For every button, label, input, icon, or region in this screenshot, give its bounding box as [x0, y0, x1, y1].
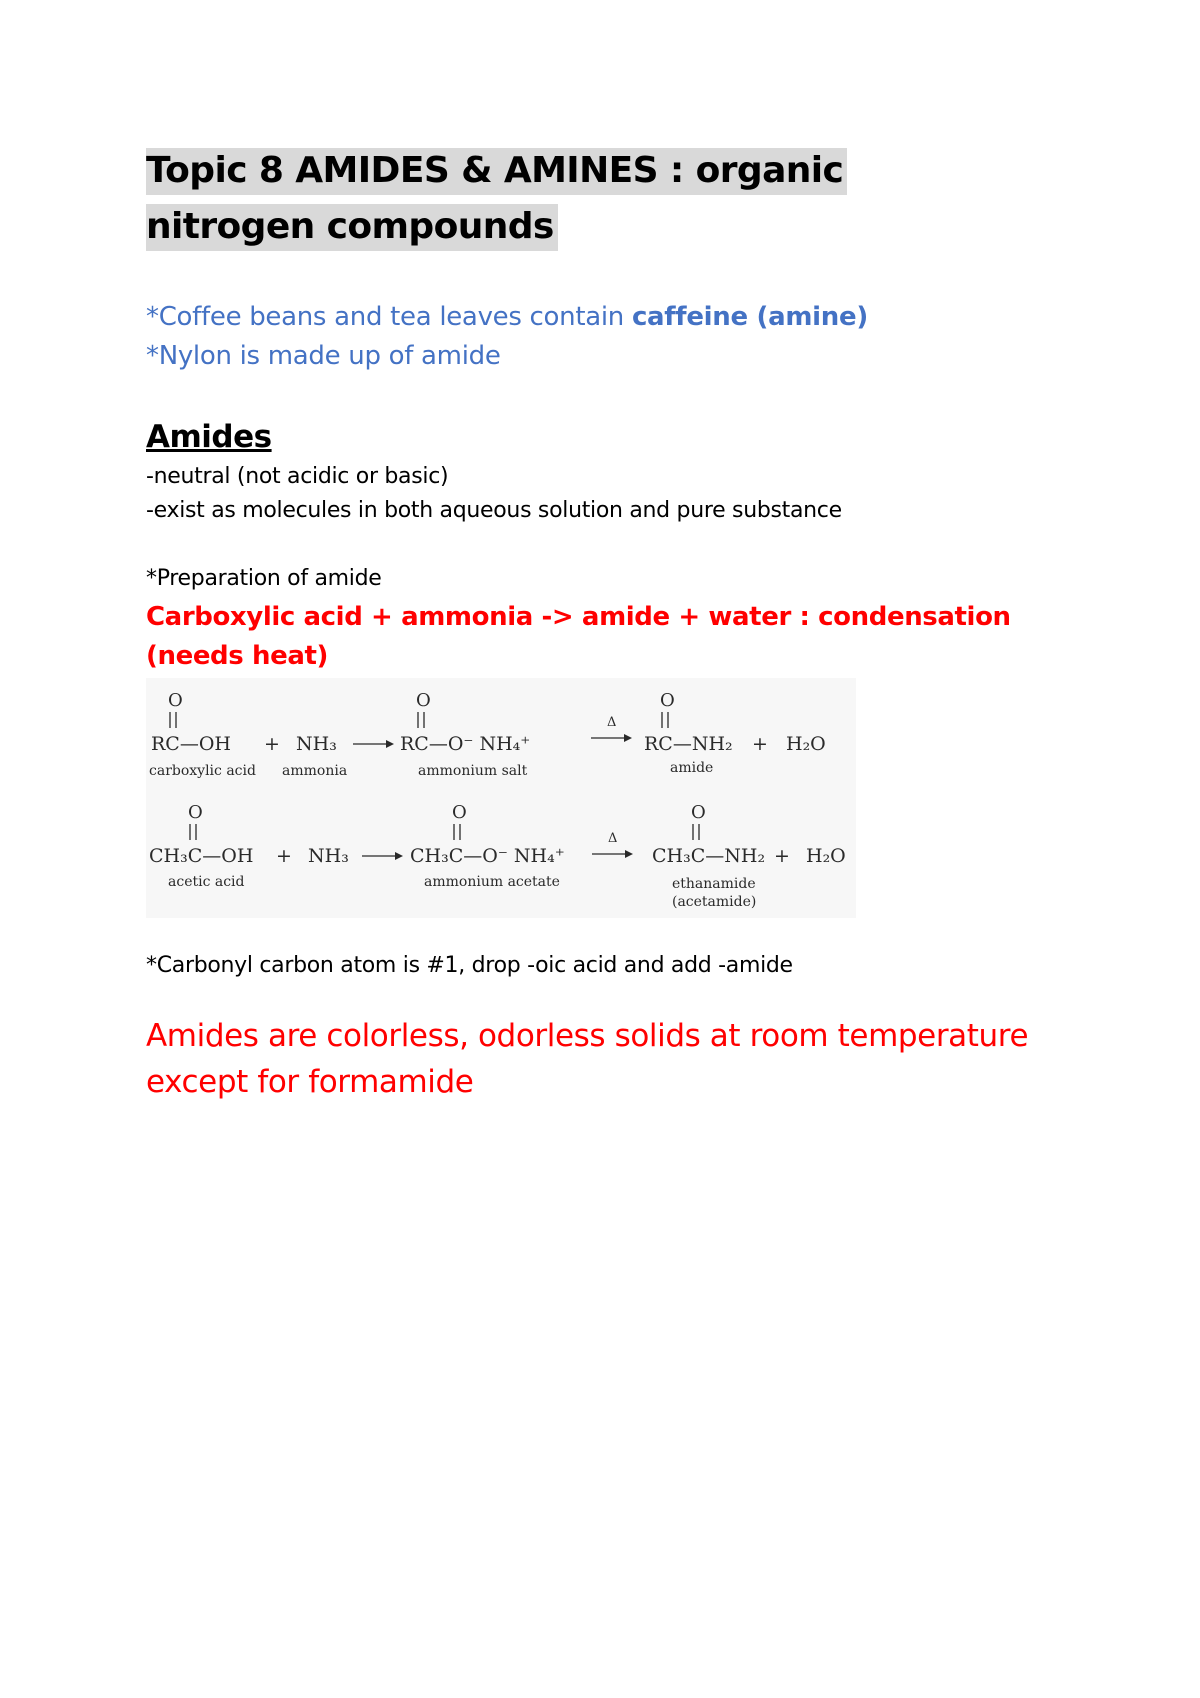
label-ammonium-acetate: ammonium acetate — [424, 874, 560, 890]
reaction-arrow-head — [624, 734, 632, 742]
reaction-summary: Carboxylic acid + ammonia -> amide + water : condensation (needs heat) — [146, 602, 1011, 671]
caffeine-note — [146, 302, 868, 332]
product-water: H₂O — [786, 733, 826, 755]
reaction-scheme-image — [146, 678, 856, 918]
amide-property: Amides are colorless, odorless solids at room temperature except for formamide — [146, 1018, 1029, 1100]
heat-symbol: Δ — [607, 715, 617, 730]
carbonyl-o-5: O — [452, 802, 467, 823]
scheme-row-2 — [149, 802, 846, 910]
reaction-arrow-head — [625, 850, 633, 858]
plus-sign: + — [264, 733, 280, 755]
product-water-2: H₂O — [806, 845, 846, 867]
reactant-ammonia-2: NH₃ — [308, 845, 349, 867]
reaction-arrow-head — [395, 852, 403, 860]
preparation-label: *Preparation of amide — [146, 566, 382, 591]
ammonium-acetate: CH₃C—O⁻ NH₄⁺ — [410, 845, 565, 867]
label-ammonia: ammonia — [282, 763, 348, 779]
amides-point-neutral: -neutral (not acidic or basic) — [146, 464, 449, 489]
label-ammonium-salt: ammonium salt — [418, 763, 528, 779]
label-acetamide: (acetamide) — [672, 894, 757, 910]
reactant-acetic-acid: CH₃C—OH — [149, 845, 254, 867]
carbonyl-o-4: O — [188, 802, 203, 823]
product-ethanamide: CH₃C—NH₂ — [652, 845, 766, 867]
label-carboxylic-acid: carboxylic acid — [149, 763, 256, 779]
carbonyl-o-6: O — [691, 802, 706, 823]
reactant-ammonia: NH₃ — [296, 733, 337, 755]
product-amide: RC—NH₂ — [644, 733, 733, 755]
label-amide: amide — [670, 760, 714, 776]
reactant-acid: RC—OH — [151, 733, 231, 755]
scheme-row-1 — [149, 690, 826, 779]
amides-heading: Amides — [146, 419, 272, 455]
carbonyl-o-2: O — [416, 690, 431, 711]
label-ethanamide: ethanamide — [672, 876, 756, 892]
plus-sign: + — [752, 733, 768, 755]
nylon-note: *Nylon is made up of amide — [146, 341, 501, 371]
carbonyl-o-3: O — [660, 690, 675, 711]
plus-sign: + — [774, 845, 790, 867]
heat-symbol: Δ — [608, 831, 618, 846]
reaction-scheme-svg — [146, 678, 856, 918]
carbonyl-o-1: O — [168, 690, 183, 711]
label-acetic-acid: acetic acid — [168, 874, 245, 890]
amides-point-molecules: -exist as molecules in both aqueous solution and pure substance — [146, 498, 842, 523]
reaction-arrow-head — [386, 740, 394, 748]
page-title: Topic 8 AMIDES & AMINES : organic nitrogen compounds — [146, 143, 986, 255]
caffeine-highlight: caffeine (amine) — [631, 302, 868, 332]
naming-rule: *Carbonyl carbon atom is #1, drop -oic acid and add -amide — [146, 953, 793, 978]
plus-sign: + — [276, 845, 292, 867]
ammonium-salt: RC—O⁻ NH₄⁺ — [400, 733, 531, 755]
caffeine-note-text: *Coffee beans and tea leaves contain — [146, 302, 632, 332]
